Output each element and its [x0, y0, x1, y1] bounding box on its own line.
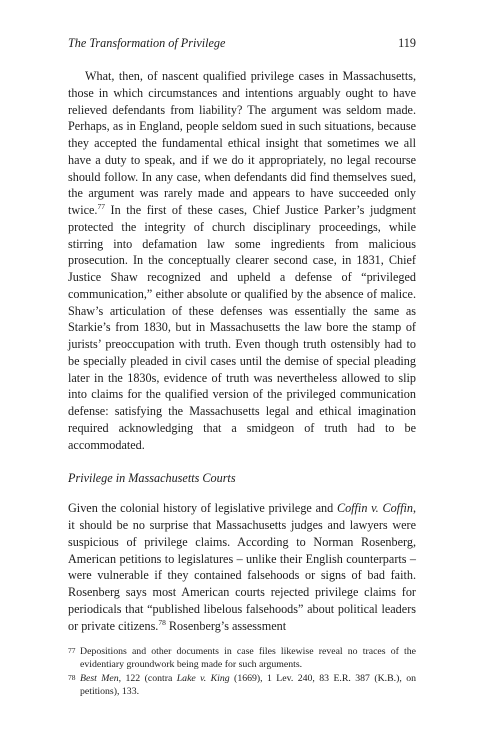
footnote-ref-77[interactable]: 77 [97, 202, 105, 211]
book-page [68, 36, 416, 698]
footnote-number: 78 [68, 672, 76, 682]
paragraph-2-text-c: Rosenberg’s assessment [165, 618, 287, 633]
running-head [68, 36, 416, 54]
footnotes [68, 645, 416, 698]
footnote-77 [68, 645, 416, 671]
footnote-case-name: Lake v. King [176, 672, 230, 684]
paragraph-2-text-b: , it should be no surprise that Massachusetts judges and lawyers were suspicious of privilege claims. According to Norman Rosenberg, American petitions to legislatures – unlike their English counterparts – were vulnerable if they contained falsehoods or signs of bad faith. Rosenberg says most American courts rejected privilege claims for periodicals that “published libelous falsehoods” about political leaders or private citizens. [68, 501, 416, 633]
footnote-number: 77 [68, 646, 76, 656]
footnote-text-end: (1669), 1 Lev. 240, 83 E.R. 387 (K.B.), on petitions), 133. [80, 672, 416, 697]
paragraph-2-text-a: Given the colonial history of legislative privilege and [68, 501, 337, 516]
case-name: Coffin v. Coffin [336, 501, 413, 516]
body-text [68, 68, 416, 634]
page-number: 119 [398, 36, 416, 50]
footnote-text [80, 672, 416, 698]
paragraph-1 [68, 68, 416, 453]
footnote-text: Depositions and other documents in case files likewise reveal no traces of the evidentiary groundwork being made for such arguments. [80, 646, 416, 671]
footnote-78 [68, 672, 416, 698]
section-heading: Privilege in Massachusetts Courts [68, 471, 236, 486]
footnote-text-mid: , 122 (contra [118, 672, 177, 684]
running-head-title: The Transformation of Privilege [68, 36, 226, 50]
paragraph-1-text-b: In the first of these cases, Chief Justice Parker’s judgment protected the integrity of church disciplinary proceedings, while stirring into defamation law some ingredients from malicious prosecution. In the conceptually clearer second case, in 1831, Chief Justice Shaw recognized and upheld a defense of “privileged communication,” either absolute or qualified by the absence of malice. Shaw’s articulation of these defenses was essentially the same as Starkie’s from 1830, but in Massachusetts the law bore the stamp of jurists’ preoccupation with truth. Even though truth ostensibly had to be specially pleaded in civil cases until the demise of special pleading later in the 1830s, evidence of truth was nevertheless allowed to slip into claims for the qualified version of the privileged communication defense: satisfying the Massachusetts legal and ethical imagination required acknowledging that a smidgeon of truth had to be accommodated. [68, 203, 416, 452]
paragraph-1-text-a: What, then, of nascent qualified privilege cases in Massachusetts, those in which circumstances and intentions arguably ought to have relieved defendants from liability? The argument was seldom made. Perhaps, as in England, people seldom sued in such situations, because they accepted the fundamental ethical insight that sometimes we all have a duty to speak, and if we do it appropriately, no legal recourse should follow. In any case, when defendants did find themselves sued, the argument was rarely made and appears to have succeeded only twice. [68, 69, 416, 217]
paragraph-2 [68, 500, 416, 634]
footnote-ref-78[interactable]: 78 [158, 617, 166, 627]
footnote-title: Best Men [80, 672, 119, 684]
